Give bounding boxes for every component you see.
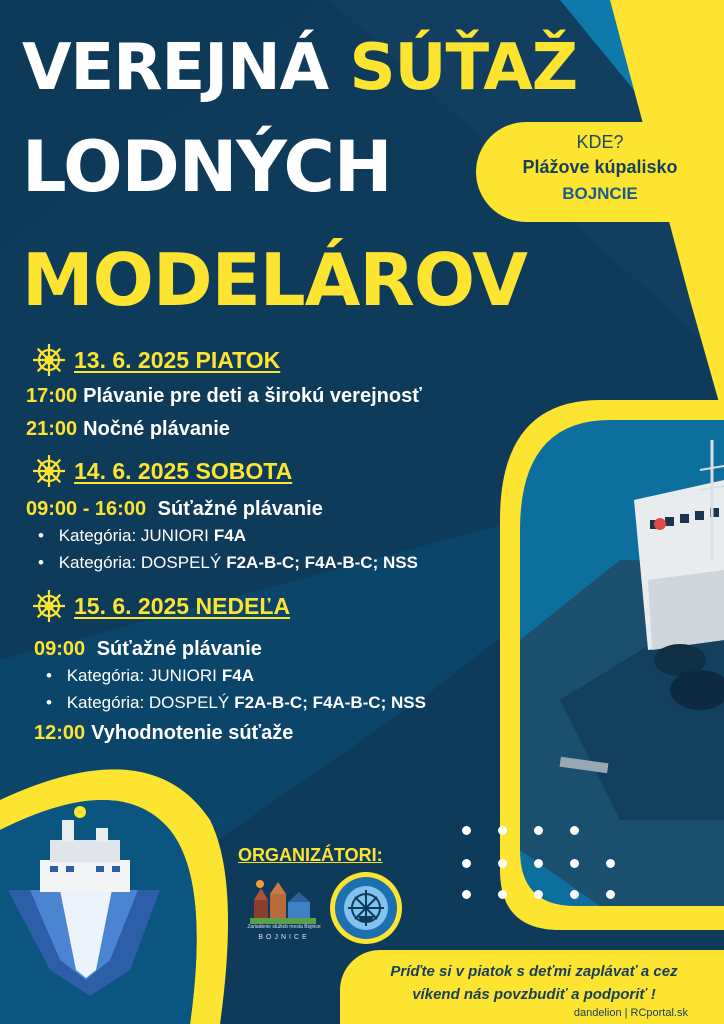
- location-town: BOJNCIE: [562, 184, 638, 203]
- event-time: 09:00 - 16:00: [26, 498, 147, 520]
- event-text: Súťažné plávanie: [91, 638, 262, 660]
- location-box: [476, 122, 724, 222]
- day-label: 14. 6. 2025 SOBOTA: [74, 457, 293, 484]
- title-word-1: VEREJNÁ: [22, 31, 329, 105]
- category-classes: F4A: [221, 666, 255, 685]
- category-classes: F2A-B-C; F4A-B-C; NSS: [226, 553, 418, 572]
- event-time: 09:00: [34, 638, 86, 660]
- event-text: Vyhodnotenie súťaže: [91, 722, 294, 744]
- event-time: 17:00: [26, 385, 78, 407]
- day-heading-2: [32, 454, 292, 488]
- category-item: [46, 666, 254, 686]
- dot-pattern: [462, 826, 622, 898]
- title-line-2: LODNÝCH: [22, 126, 392, 208]
- category-prefix: Kategória: DOSPELÝ: [58, 553, 222, 572]
- event-text: Nočné plávanie: [83, 418, 230, 440]
- logo-name: BOJNICE: [258, 934, 310, 941]
- category-prefix: Kategória: JUNIORI: [58, 526, 209, 545]
- event-time: 21:00: [26, 418, 78, 440]
- ship-illustration-small: [0, 800, 170, 1000]
- title-line-1: [22, 31, 578, 105]
- event-line: [34, 722, 293, 745]
- location-question: KDE?: [576, 132, 624, 152]
- title-word-2: SÚŤAŽ: [349, 31, 578, 105]
- category-classes: F2A-B-C; F4A-B-C; NSS: [234, 693, 426, 712]
- banner-text: [344, 960, 724, 1006]
- credit-text: dandelion | RCportal.sk: [573, 1007, 688, 1019]
- event-line: [34, 638, 262, 661]
- category-prefix: Kategória: DOSPELÝ: [66, 693, 230, 712]
- title-line-3: MODELÁROV: [22, 238, 527, 322]
- location-place: Plážove kúpalisko: [522, 157, 678, 177]
- event-text: Súťažné plávanie: [152, 498, 323, 520]
- category-classes: F4A: [213, 526, 247, 545]
- event-line: [26, 385, 422, 408]
- category-item: [46, 693, 426, 713]
- day-label: 15. 6. 2025 NEDEĽA: [74, 592, 291, 619]
- banner-line-1: Príďte si v piatok s deťmi zaplávať a cez: [390, 963, 678, 980]
- ship-wheel-icon: [32, 343, 66, 377]
- event-line: [26, 418, 230, 441]
- day-label: 13. 6. 2025 PIATOK: [74, 346, 281, 373]
- event-text: Plávanie pre deti a širokú verejnosť: [83, 385, 422, 407]
- category-prefix: Kategória: JUNIORI: [66, 666, 217, 685]
- category-item: [38, 553, 418, 573]
- bojnice-services-logo: [248, 870, 320, 942]
- banner-line-2: víkend nás povzbudiť a podporiť !: [412, 986, 656, 1003]
- ship-wheel-icon: [32, 589, 66, 623]
- day-heading-1: [32, 343, 280, 377]
- ship-wheel-icon: [32, 454, 66, 488]
- day-heading-3: [32, 589, 290, 623]
- event-line: [26, 498, 323, 521]
- model-club-logo: [328, 870, 404, 946]
- category-item: [38, 526, 246, 546]
- event-time: 12:00: [34, 722, 86, 744]
- organizers-heading: ORGANIZÁTORI:: [238, 845, 383, 865]
- logo-caption: Zariadenie služieb mesta Bojnice: [247, 924, 321, 930]
